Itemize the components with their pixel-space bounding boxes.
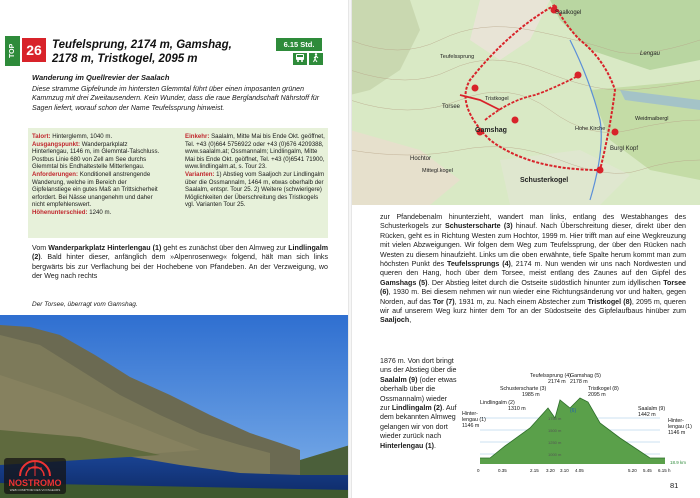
distance-label: 18.9 km	[670, 460, 687, 465]
route-map	[350, 0, 700, 205]
x-tick-3: 3.20	[546, 468, 555, 473]
grid-label-1250: 1250 m	[548, 440, 562, 445]
x-tick-0: 0	[477, 468, 480, 473]
x-tick-7: 5.45	[643, 468, 652, 473]
profile-label-tristkogel: Tristkogel (8)	[588, 386, 619, 392]
x-tick-8: 6.15 h	[658, 468, 671, 473]
body-bold: Saalalm (9)	[380, 375, 418, 384]
page-number: 81	[670, 481, 679, 490]
right-page	[350, 0, 700, 498]
body-bold: Wanderparkplatz Hinterlengau (1)	[48, 244, 162, 252]
varianten-label: Varianten:	[185, 170, 215, 178]
map-label-gamshag: Gamshag	[475, 127, 507, 134]
page-title	[52, 38, 262, 66]
einkehr-label: Einkehr:	[185, 133, 210, 140]
profile-label-gamshag: Gamshag (5)	[570, 373, 601, 379]
hoehe-label: Höhenunterschied:	[32, 208, 88, 216]
anforderungen-label: Anforderungen:	[32, 170, 79, 178]
intro-text: Diese stramme Gipfelrunde im hintersten Glemmtal führt über einen imposanten grünen Kammzug mit drei Zweitausendern. Kein Wunder, dass die raue Berglandschaft Nährstoff für Sagen liefert, worauf schon der Name Teufelssprung hinweist.	[32, 86, 320, 112]
hiker-icon	[309, 53, 323, 65]
body-bold: Gamshags (5)	[380, 278, 428, 287]
x-tick-6: 5.20	[628, 468, 637, 473]
profile-label-schusterscharte: Schusterscharte (3)	[500, 386, 547, 392]
book-spine	[348, 0, 352, 498]
map-label-teufelssprung: Teufelssprung	[440, 54, 475, 60]
body-span: . Bald hinter dieser, anfänglich dem »Alpenrosenweg« folgend, hält man sich links bergwärts bis zur Verflachung bei der Hochebene von Pfandeben. An der Verzweigung, wo der Weg nach rechts	[32, 253, 328, 281]
body-span: zur Pfandebenalm hinunterzieht, wandert man links, entlang des Westabhanges des Schusterkogels zur	[380, 213, 686, 231]
body-span: (oder etwas oberhalb über die Ossmannalm) wieder zur	[380, 375, 457, 413]
profile-label-hinterlengau-start: Hinter-	[462, 411, 478, 417]
map-label-tristkogel: Tristkogel	[485, 96, 509, 102]
body-span: hinauf. Nach Überschreitung dieser, direkt über den Rücken, geht es in Richtung Westen zum Hochtor, 1999 m. Hier trifft man auf eine Wegkreuzung mit vielen Abzweigungen. Wir folgen dem Weg zum Teufelssprung, der über den Rücken nach Westen zu diesem hinaufzieht. Links um die oben erwähnte, tiefe Spalte herum kommt man zum höchsten Punkt des	[380, 222, 686, 269]
ausgang-label: Ausgangspunkt:	[32, 140, 81, 148]
grid-label-1000: 1000 m	[548, 452, 562, 457]
body-span: . Der Abstieg leitet durch die Ostseite südöstlich hinunter zum idyllischen	[427, 278, 664, 287]
photo-caption: Der Torsee, überragt vom Gamshag.	[32, 301, 138, 308]
einkehr-value: Saalalm, Mitte Mai bis Ende Okt. geöffnet, Tel. +43 (0)664 5756922 oder +43 (0)676 4209388, www.saalalm.at; Ossmannalm; Lindlingalm, Mitte Mai bis Ende Okt. geöffnet, Tel. +43 (0)6541 71900, www.lindlingalm.at, s. Tour 23.	[185, 133, 325, 171]
map-label-hohe-kirche: Hohe Kirche	[575, 126, 606, 132]
body-bold: Torsee (6)	[380, 278, 686, 297]
info-column-right	[185, 133, 328, 209]
map-label-burgl-kopf: Burgl Kopf	[610, 146, 639, 152]
body-span: Vom	[32, 244, 49, 252]
body-text-left	[32, 244, 328, 282]
body-bold: Teufelssprungs (4)	[447, 260, 511, 269]
profile-label-torsee: (6)	[570, 408, 577, 414]
info-column-left	[32, 133, 162, 217]
varianten-value: 1) Abstieg vom Saaljoch zur Lindlingalm über die Ossmannalm, 1464 m, etwas oberhalb der Saalalm, entspr. Tour 25. 2) Weitere (schwierigere) Möglichkeiten der Überschreitung des Tristkogels vgl. Varianten Tour 25.	[185, 170, 325, 209]
profile-label-hinterlengau-end: Hinter-	[668, 418, 684, 424]
profile-label-hinterlengau-start-alt: 1146 m	[462, 423, 480, 429]
body-bold: Schusterscharte (3)	[444, 222, 513, 231]
body-span: 1876 m. Von dort bringt uns der Abstieg über die	[380, 357, 457, 375]
profile-label-hinterlengau-start-2: lengau (1)	[462, 417, 486, 423]
body-bold: Tor (7)	[432, 297, 455, 306]
bus-icon	[293, 53, 307, 65]
x-tick-4: 3.10	[560, 468, 569, 473]
profile-label-saalalm: Saalalm (9)	[638, 406, 666, 412]
ausgang-value: Wanderparkplatz Hinterlengau, 1146 m, im Glemmtal-Talschluss. Postbus Linie 680 von Zell am See durchs Glemmtal bis Endhaltestelle Mitterlengau.	[32, 140, 160, 171]
x-tick-1: 0.35	[498, 468, 507, 473]
logo-subtext: WEB COMPTOIR DES VOYAGEURS	[9, 488, 61, 492]
title-line-2: 2178 m, Tristkogel, 2095 m	[52, 53, 198, 65]
body-span: , 2095 m, queren wir auf unserem Weg kurz hinter dem Tor an der Südostseite des Gipfelaufbaus hinüber zum	[380, 297, 686, 316]
body-text-right-narrow	[380, 357, 458, 451]
title-line-1: Teufelsprung, 2174 m, Gamshag,	[52, 39, 232, 51]
elevation-profile	[460, 368, 696, 480]
body-bold: Saaljoch	[380, 316, 410, 325]
grid-label-1500: 1500 m	[548, 428, 562, 433]
map-label-schusterkogel: Schusterkogel	[520, 177, 569, 184]
profile-label-lindlingalm-alt: 1310 m	[508, 406, 526, 412]
map-label-weidmaiberg: Weidmaibergl	[635, 116, 669, 122]
talort-label: Talort:	[32, 133, 51, 140]
x-tick-5: 4.05	[575, 468, 584, 473]
top-tab: TOP	[5, 36, 20, 66]
body-bold: Hinterlengau (1)	[380, 441, 434, 450]
body-text-right	[380, 213, 686, 326]
body-span: .	[434, 441, 436, 450]
profile-label-gamshag-alt: 2178 m	[570, 379, 588, 385]
body-span: . Auf dem bekannten Almweg gelangen wir von dort wieder zurück nach	[380, 404, 457, 441]
profile-label-schusterscharte-alt: 1985 m	[522, 392, 540, 398]
body-bold: Lindlingalm (2)	[32, 244, 329, 262]
profile-label-tristkogel-alt: 2095 m	[588, 392, 606, 398]
tour-number: 26	[22, 38, 46, 62]
tour-icons	[293, 53, 323, 65]
body-span: ,	[409, 316, 412, 325]
body-bold: Tristkogel (8)	[587, 297, 632, 306]
map-label-lengau: Lengau	[640, 51, 661, 57]
profile-label-teufelssprung-alt: 2174 m	[548, 379, 566, 385]
logo-text: NOSTROMO	[8, 478, 62, 488]
hoehe-value: 1240 m.	[87, 208, 112, 216]
map-label-mitteglkogel: Mittegl.kogel	[422, 168, 453, 174]
duration-badge: 6.15 Std.	[276, 38, 322, 51]
profile-label-saalalm-alt: 1442 m	[638, 412, 656, 418]
profile-label-hinterlengau-end-2: lengau (1)	[668, 424, 692, 430]
x-tick-2: 2.15	[530, 468, 539, 473]
profile-label-line: Teufelssprung (4)	[530, 373, 571, 379]
map-label-saalkogel: Saalkogel	[555, 10, 582, 16]
body-span: geht es zunächst über den Almweg zur	[161, 244, 289, 252]
map-label-torsee: Torsee	[442, 104, 461, 110]
talort-value: Hinterglemm, 1040 m.	[50, 133, 113, 140]
body-span: , 2174 m. Nun wenden wir uns nach Nordwesten und queren den Hang, hoch über dem Torsee, meist entlang des Zaunes auf den Gipfel des	[380, 260, 686, 278]
anforderungen-value: Konditionell anstrengende Wanderung, welche im Bereich der Gipfelanstiege ein gutes Maß an Trittsicherheit erfordert. Bei Nässe unangenehm und daher nicht empfehlenswert.	[32, 170, 158, 209]
grid-label-1750: 1750 m	[548, 416, 562, 421]
profile-label-lindlingalm: Lindlingalm (2)	[480, 400, 515, 406]
profile-label-hinterlengau-end-alt: 1146 m	[668, 430, 686, 436]
map-label-hochtor: Hochtor	[410, 156, 432, 162]
body-span: , 1931 m, zu. Nach einem Abstecher zum	[454, 297, 588, 306]
body-span: , 1930 m. Bei diesem nehmen wir nun wieder eine Richtungsänderung vor und halten, gegen Norden, auf das	[380, 288, 686, 306]
body-bold: Lindlingalm (2)	[391, 404, 443, 413]
subtitle: Wanderung im Quellrevier der Saalach	[32, 73, 170, 82]
nostromo-logo	[4, 458, 66, 494]
